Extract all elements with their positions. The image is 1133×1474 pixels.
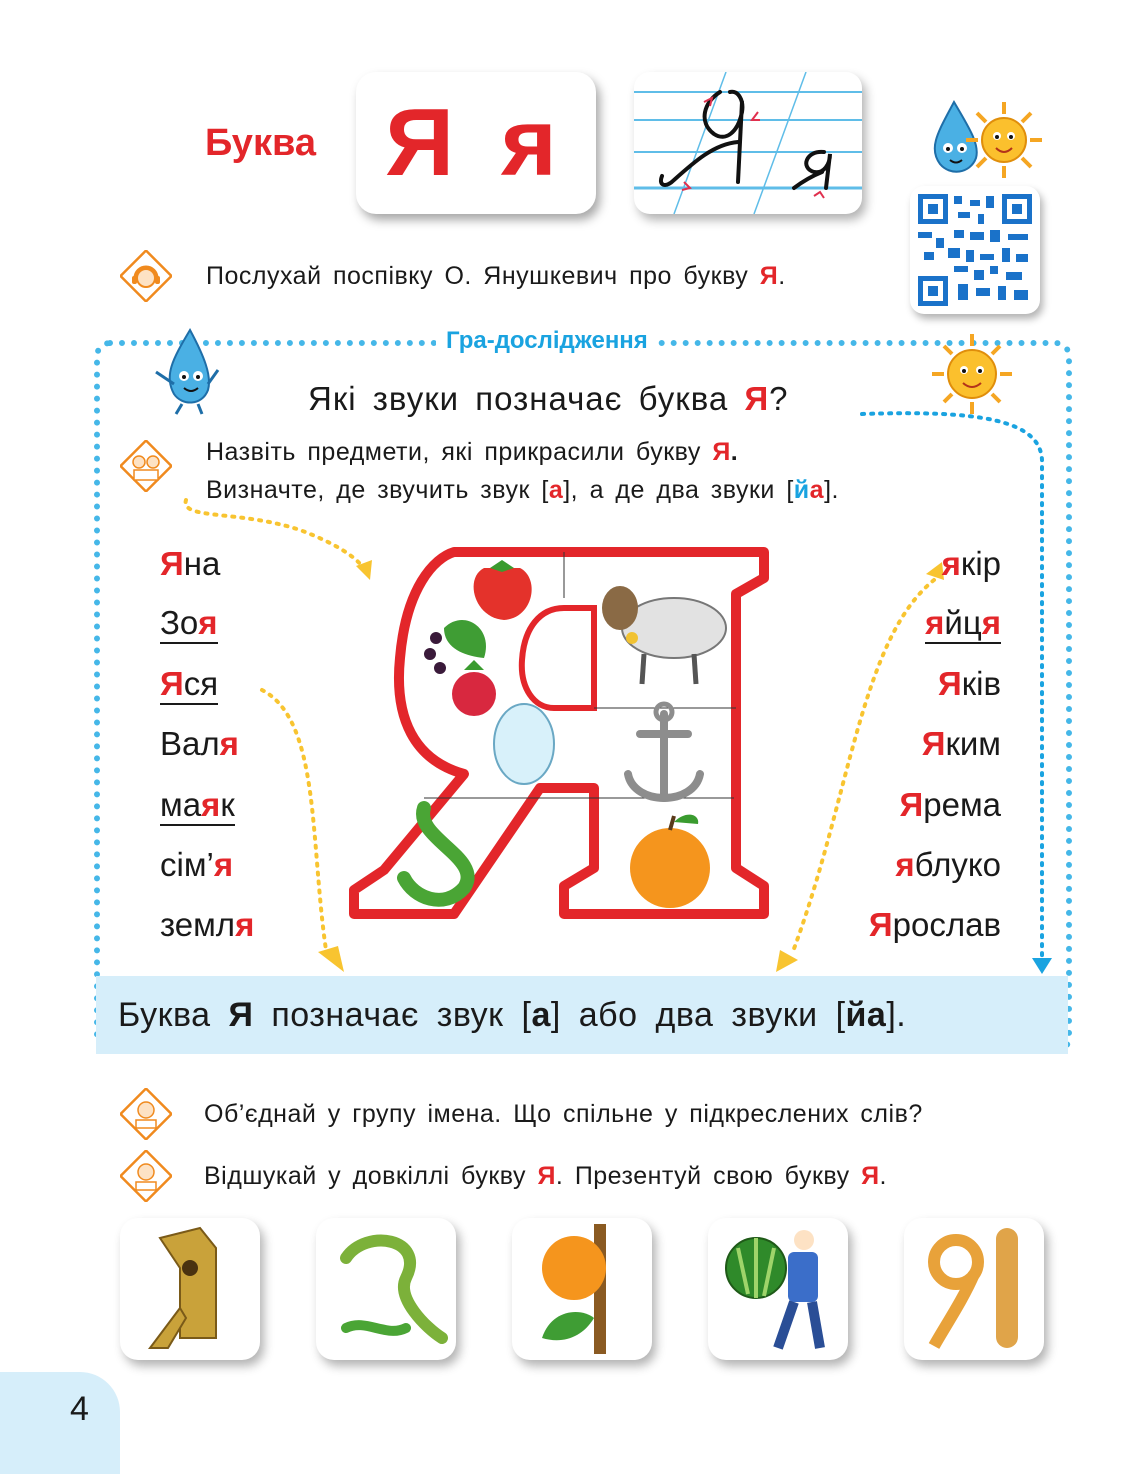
word-part: кір (960, 545, 1001, 582)
find-period: . (879, 1162, 887, 1190)
conclusion-letter: Я (228, 996, 254, 1034)
word-red-letter: Я (868, 906, 893, 943)
word-red-letter: Я (160, 545, 184, 582)
word-right-3 (938, 665, 1001, 703)
find-text: Відшукай у довкіллі букву (204, 1162, 538, 1190)
word-right-4 (922, 725, 1001, 763)
word-left-5 (160, 786, 235, 826)
decorated-letter-illustration (344, 538, 784, 928)
word-red-letter: я (235, 906, 255, 943)
word-left-4 (160, 725, 239, 763)
conclusion-part: ] або два звуки [ (550, 996, 846, 1034)
task-find-letter (204, 1162, 887, 1191)
word-red-letter: я (895, 846, 915, 883)
task-line-2-text-c: ]. (824, 476, 839, 504)
word-part: к (220, 786, 235, 823)
word-part: ків (961, 665, 1001, 702)
word-red-letter: Я (921, 725, 946, 762)
task-group-names: Об’єднай у групу імена. Що спільне у підкреслених слів? (204, 1100, 923, 1128)
page-title: Буква (205, 122, 316, 164)
boy-writing-icon (120, 1088, 172, 1140)
word-left-3 (160, 665, 218, 705)
find-text: . Презентуй свою букву (555, 1162, 862, 1190)
game-title: Гра-дослідження (436, 327, 658, 355)
conclusion-sound-a: а (531, 996, 551, 1034)
word-left-7 (160, 906, 254, 944)
conclusion-text (118, 996, 906, 1035)
word-part: ся (183, 665, 219, 702)
word-red-letter: я (201, 786, 221, 823)
task-line-2-text-a: Визначте, де звучить звук [ (206, 476, 549, 504)
task-line-2-text-b: ], а де два звуки [ (563, 476, 794, 504)
word-red-letter: Я (160, 665, 184, 702)
children-reading-icon (120, 440, 172, 492)
question-text: Які звуки позначає буква (308, 380, 745, 417)
task-line-1-period: . (730, 438, 739, 466)
boy-reading-icon (120, 1150, 172, 1202)
word-part: сім’ (160, 846, 214, 883)
conclusion-part: Буква (118, 996, 229, 1034)
word-right-7 (869, 906, 1001, 944)
word-part: Вал (160, 725, 220, 762)
word-red-letter: Я (937, 665, 962, 702)
picture-birdhouse (120, 1218, 260, 1360)
find-letter: Я (537, 1162, 556, 1190)
word-part: блуко (914, 846, 1001, 883)
conclusion-part: позначає звук [ (253, 996, 532, 1034)
word-part: рослав (892, 906, 1001, 943)
word-right-2 (925, 604, 1001, 644)
conclusion-part: ]. (886, 996, 907, 1034)
word-part: земл (160, 906, 236, 943)
listen-text: Послухай поспівку О. Янушкевич про букву (206, 262, 760, 290)
word-left-1 (160, 545, 220, 583)
word-red-letter: я (941, 545, 961, 582)
find-letter: Я (861, 1162, 880, 1190)
task-line-1-text: Назвіть предмети, які прикрасили букву (206, 438, 713, 466)
word-right-6 (895, 846, 1001, 884)
sound-a: а (548, 476, 564, 504)
word-right-1 (942, 545, 1001, 583)
word-red-letter: я (925, 604, 945, 641)
listen-period: . (778, 262, 786, 290)
page-number: 4 (70, 1390, 89, 1428)
word-red-letter: я (981, 604, 1001, 641)
task-line-1-letter: Я (712, 438, 731, 466)
picture-boy-watermelon (708, 1218, 848, 1360)
word-part: рема (923, 786, 1001, 823)
task-line-1 (206, 438, 738, 467)
question-letter: Я (744, 380, 770, 417)
printed-letters: Я я (385, 89, 567, 196)
page-number-tab (0, 1372, 120, 1474)
word-part: ма (160, 786, 202, 823)
word-part: ким (945, 725, 1001, 762)
picture-pretzel-bread (904, 1218, 1044, 1360)
question-mark: ? (769, 380, 789, 417)
word-red-letter: Я (899, 786, 924, 823)
conclusion-sound-ya: йа (845, 996, 887, 1034)
picture-apple-branch (512, 1218, 652, 1360)
word-left-2 (160, 604, 218, 644)
task-line-2 (206, 476, 839, 505)
listen-letter: Я (759, 262, 779, 290)
sound-y: й (793, 476, 810, 504)
word-left-6 (160, 846, 233, 884)
word-part: йц (944, 604, 982, 641)
sound-a-2: а (809, 476, 825, 504)
word-part: на (183, 545, 221, 582)
picture-lizards (316, 1218, 456, 1360)
word-red-letter: я (198, 604, 218, 641)
word-red-letter: я (213, 846, 234, 883)
word-right-5 (900, 786, 1001, 824)
word-part: Зо (160, 604, 199, 641)
word-red-letter: я (219, 725, 239, 762)
